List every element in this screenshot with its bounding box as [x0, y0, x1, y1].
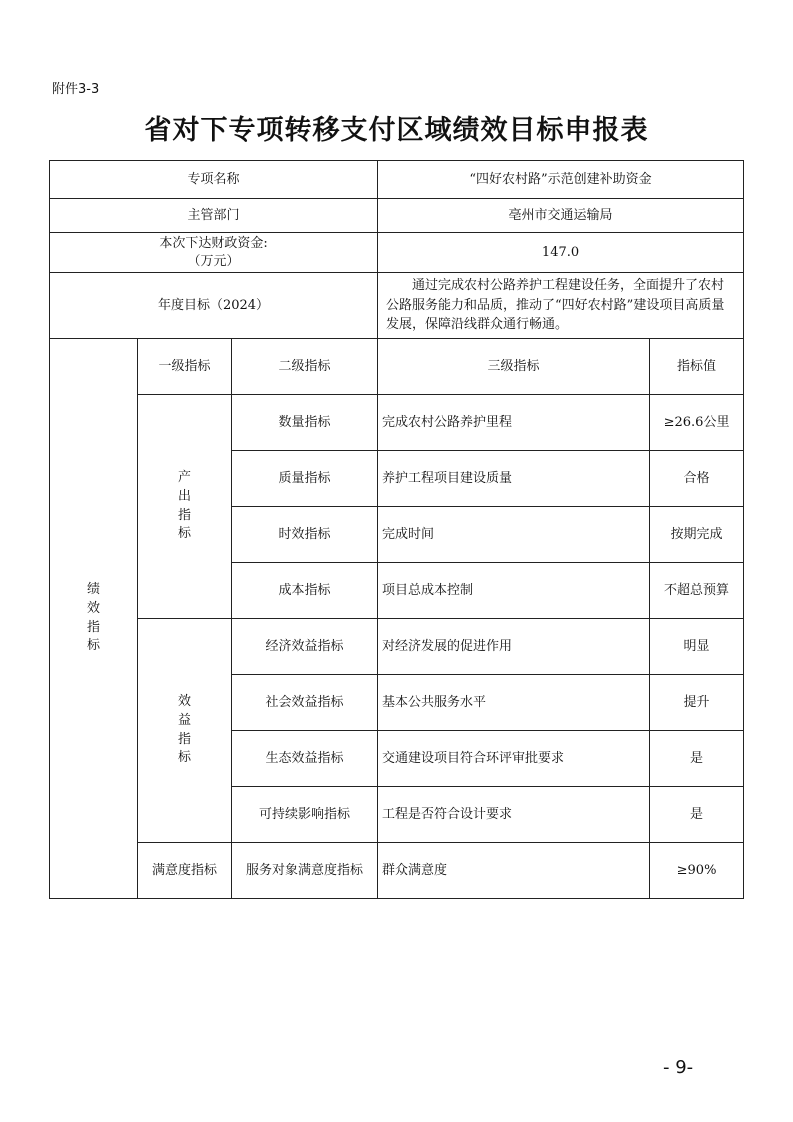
project-name-value: “四好农村路”示范创建补助资金	[378, 161, 744, 199]
row-project-name	[50, 161, 744, 199]
level3-cell: 完成农村公路养护里程	[378, 395, 650, 451]
value-cell: 不超总预算	[650, 563, 744, 619]
department-label: 主管部门	[50, 199, 378, 233]
table-row	[50, 395, 744, 451]
row-funds	[50, 233, 744, 273]
page-number: - 9-	[663, 1057, 694, 1078]
value-cell: ≥26.6公里	[650, 395, 744, 451]
level2-cell: 时效指标	[232, 507, 378, 563]
header-value: 指标值	[650, 339, 744, 395]
table-row	[50, 843, 744, 899]
row-indicator-headers	[50, 339, 744, 395]
table-row	[50, 619, 744, 675]
output-indicator-text: 产出指标	[178, 469, 192, 542]
value-cell: 明显	[650, 619, 744, 675]
benefit-indicator-label	[138, 619, 232, 843]
row-department	[50, 199, 744, 233]
project-name-label: 专项名称	[50, 161, 378, 199]
attachment-label: 附件3-3	[52, 82, 100, 97]
funds-label-line1: 本次下达财政资金:	[159, 235, 268, 251]
level3-cell: 群众满意度	[378, 843, 650, 899]
level2-cell: 数量指标	[232, 395, 378, 451]
funds-label-line2: （万元）	[187, 253, 240, 269]
value-cell: 是	[650, 787, 744, 843]
value-cell: 合格	[650, 451, 744, 507]
indicators-group-label	[50, 339, 138, 899]
funds-label	[50, 233, 378, 273]
level3-cell: 对经济发展的促进作用	[378, 619, 650, 675]
output-indicator-label	[138, 395, 232, 619]
level2-cell: 质量指标	[232, 451, 378, 507]
level3-cell: 基本公共服务水平	[378, 675, 650, 731]
header-level3: 三级指标	[378, 339, 650, 395]
level3-cell: 完成时间	[378, 507, 650, 563]
level3-cell: 养护工程项目建设质量	[378, 451, 650, 507]
indicators-group-text: 绩效指标	[87, 581, 101, 654]
level2-cell: 成本指标	[232, 563, 378, 619]
department-value: 亳州市交通运输局	[378, 199, 744, 233]
row-annual-goal	[50, 273, 744, 339]
annual-goal-text: 通过完成农村公路养护工程建设任务，全面提升了农村公路服务能力和品质，推动了“四好农村路”建设项目高质量发展，保障沿线群众通行畅通。	[378, 273, 744, 339]
level2-cell: 经济效益指标	[232, 619, 378, 675]
funds-value: 147.0	[378, 233, 744, 273]
level3-cell: 项目总成本控制	[378, 563, 650, 619]
level2-cell: 服务对象满意度指标	[232, 843, 378, 899]
header-level1: 一级指标	[138, 339, 232, 395]
page-title: 省对下专项转移支付区域绩效目标申报表	[144, 115, 649, 146]
performance-table	[49, 160, 744, 899]
satisfaction-indicator-label: 满意度指标	[138, 843, 232, 899]
level2-cell: 可持续影响指标	[232, 787, 378, 843]
level2-cell: 社会效益指标	[232, 675, 378, 731]
annual-goal-label: 年度目标（2024）	[50, 273, 378, 339]
value-cell: 是	[650, 731, 744, 787]
level2-cell: 生态效益指标	[232, 731, 378, 787]
value-cell: 提升	[650, 675, 744, 731]
value-cell: ≥90%	[650, 843, 744, 899]
level3-cell: 交通建设项目符合环评审批要求	[378, 731, 650, 787]
header-level2: 二级指标	[232, 339, 378, 395]
benefit-indicator-text: 效益指标	[178, 693, 192, 766]
level3-cell: 工程是否符合设计要求	[378, 787, 650, 843]
value-cell: 按期完成	[650, 507, 744, 563]
